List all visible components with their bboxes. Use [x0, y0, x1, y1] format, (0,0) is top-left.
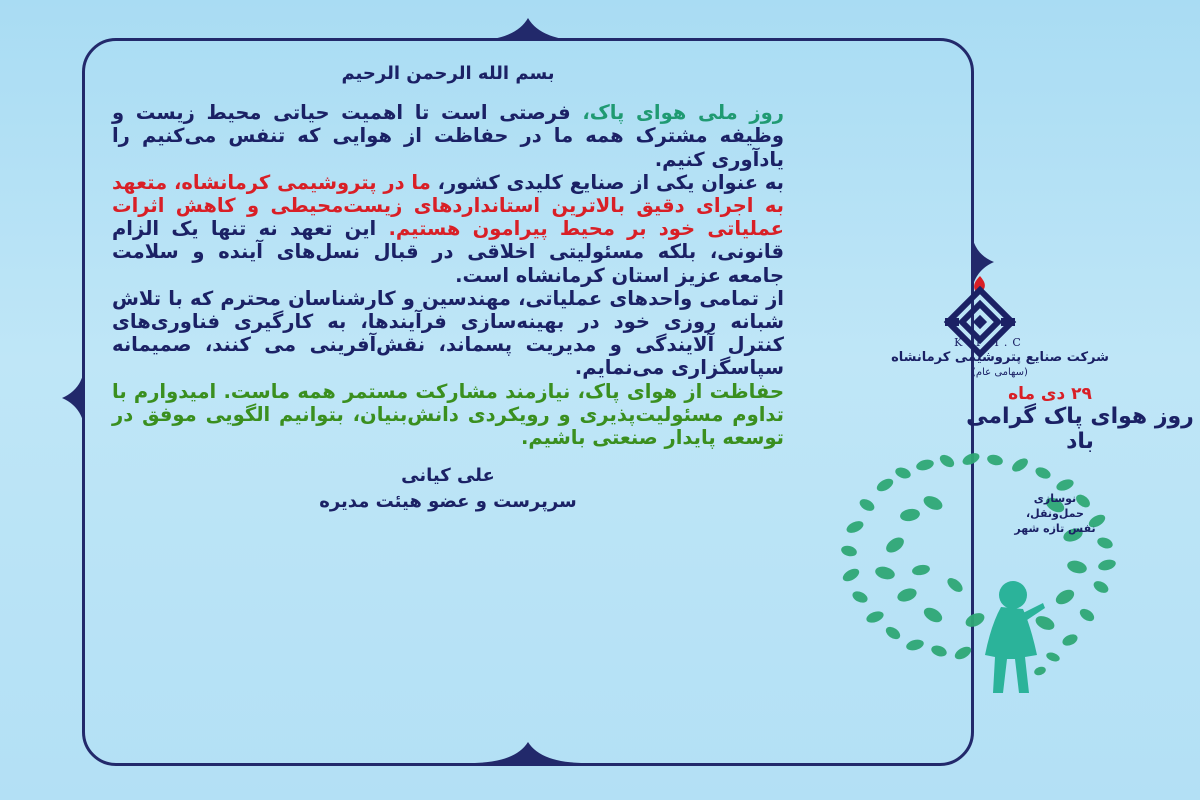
signer-name: علی کیانی: [401, 465, 495, 487]
occasion-date: ۲۹ دی ماه: [1008, 384, 1092, 404]
slogan-line-1: نوسازی: [1033, 492, 1077, 505]
paragraph-3: از تمامی واحدهای عملیاتی، مهندسین و کارشناسان محترم که با تلاش شبانه روزی خود در بهینه‌سازی فرآیندها، به کارگیری فناوری‌های کنترل آلایندگی و مدیریت پسماند، نقش‌آفرینی می کنند، صمیمانه سپاسگزاری می‌نمایم.: [112, 286, 784, 380]
company-name: شرکت صنایع پتروشیمی کرمانشاه: [891, 350, 1109, 365]
letter-body: [112, 62, 784, 515]
occasion-title: روز هوای پاک گرامی باد: [966, 404, 1194, 454]
clean-air-day-highlight: روز ملی هوای پاک،: [582, 101, 784, 125]
paragraph-1-text: فرصتی است تا اهمیت حیاتی محیط زیست و وظیفه مشترک همه ما در حفاظت از هوایی که تنفس می‌کنیم را یادآوری کنیم.: [112, 101, 784, 171]
paragraph-2-text: این تعهد نه تنها یک الزام قانونی، بلکه مسئولیتی اخلاقی در قبال نسل‌های آینده و سلامت جامعه عزیز استان کرمانشاه است.: [112, 217, 784, 287]
paragraph-2-lead: به عنوان یکی از صنایع کلیدی کشور،: [430, 170, 785, 194]
slogan: [1000, 491, 1110, 536]
slogan-line-2: حمل‌ونقل،: [1025, 507, 1084, 520]
basmala: بسم الله الرحمن الرحیم: [341, 63, 555, 84]
leaf-globe-illustration: [815, 445, 1145, 695]
child-silhouette: [985, 581, 1045, 693]
company-abbr: K.P.I.C: [954, 336, 1026, 349]
paragraph-4: حفاظت از هوای پاک، نیازمند مشارکت مستمر همه ماست. امیدوارم با تداوم مسئولیت‌پذیری و رویکردی دانش‌بنیان، بتوانیم الگویی موفق در توسعه پایدار صنعتی باشیم.: [112, 379, 784, 450]
commitment-highlight: ما در پتروشیمی کرمانشاه، متعهد به اجرای دقیق بالاترین استانداردهای زیست‌محیطی و کاهش اثرات عملیاتی خود بر محیط پیرامون هستیم.: [112, 170, 785, 241]
signer-title: سرپرست و عضو هیئت مدیره: [319, 491, 577, 513]
paragraph-1: [112, 101, 784, 171]
left-arch-ornament: [62, 360, 85, 436]
slogan-line-3: نفس تازه شهر: [1014, 522, 1096, 535]
company-type: (سهامی عام): [972, 367, 1028, 378]
bottom-arch-ornament: [470, 742, 586, 763]
paragraph-2: [112, 171, 784, 287]
top-arch-ornament: [468, 18, 588, 41]
